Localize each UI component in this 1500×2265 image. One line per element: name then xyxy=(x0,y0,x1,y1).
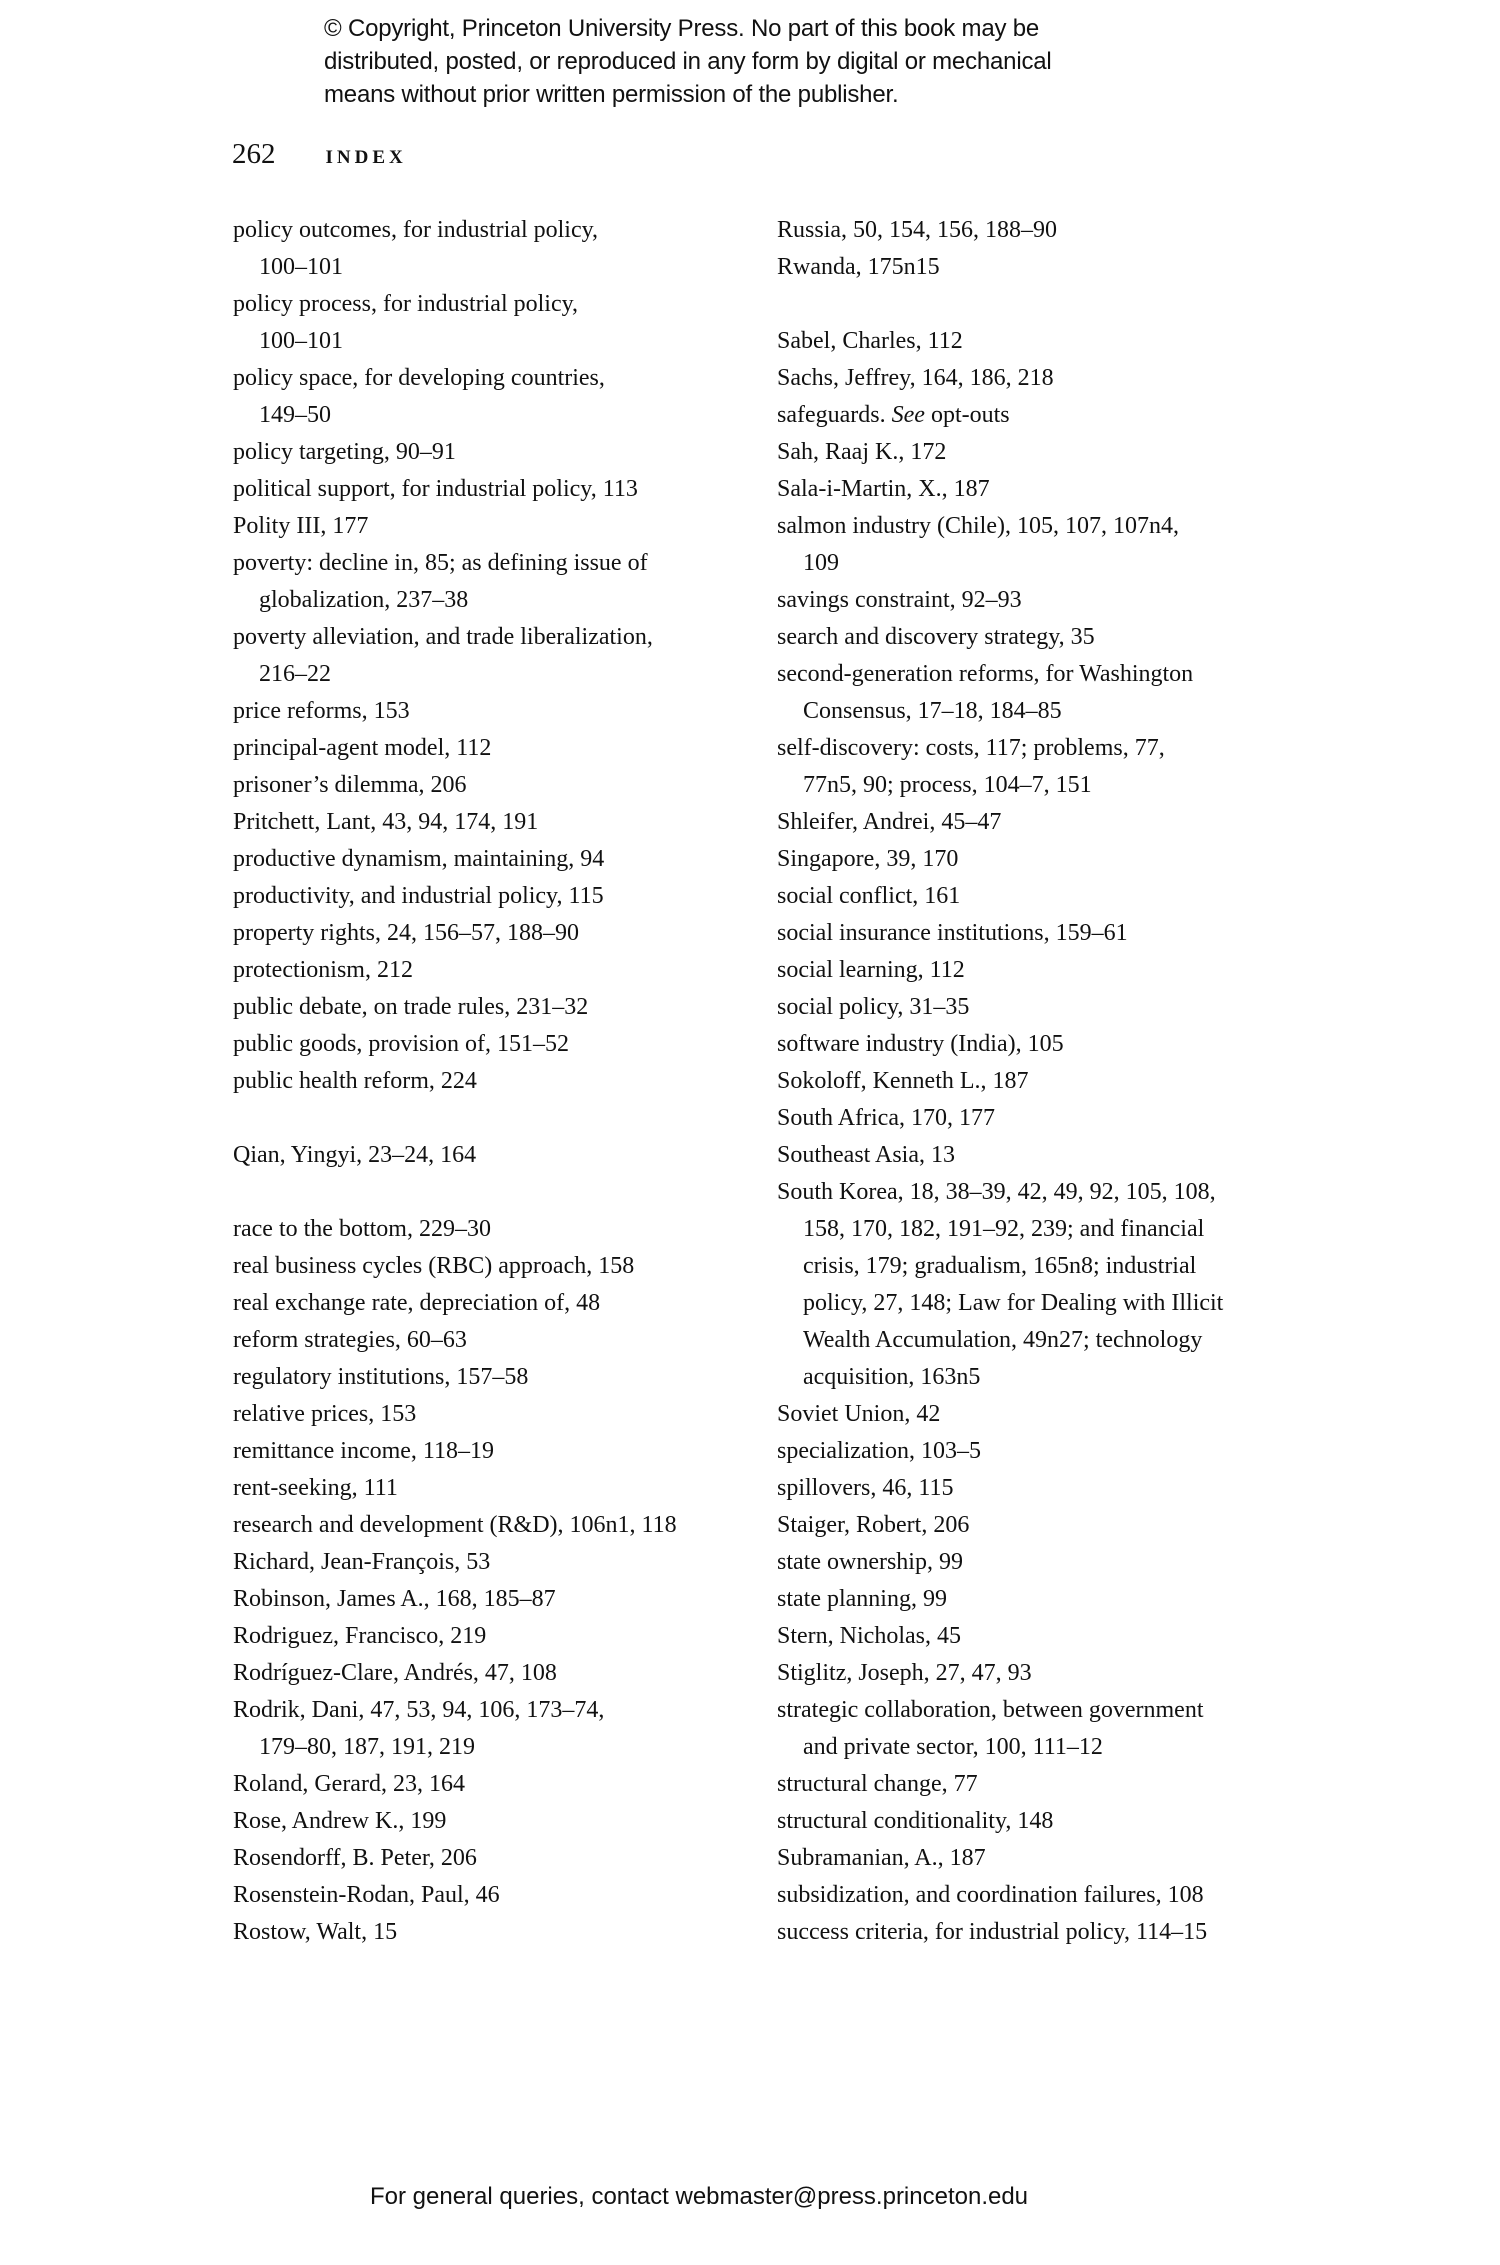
index-entry-heading: second-generation reforms, for Washington xyxy=(777,661,1194,687)
index-entry-heading: Soviet Union, 42 xyxy=(777,1401,941,1427)
index-entry xyxy=(777,1137,1297,1174)
index-entry-heading: Rosenstein-Rodan, Paul, 46 xyxy=(233,1882,500,1908)
index-entry-heading: social learning, 112 xyxy=(777,957,965,983)
index-entry-heading: subsidization, and coordination failures, 108 xyxy=(777,1882,1204,1908)
index-entry-heading: Stern, Nicholas, 45 xyxy=(777,1623,961,1649)
index-entry-continuation: policy, 27, 148; Law for Dealing with Illicit xyxy=(803,1290,1224,1316)
index-entry-heading: policy process, for industrial policy, xyxy=(233,291,579,317)
index-entry-continuation: 179–80, 187, 191, 219 xyxy=(259,1734,475,1760)
index-entry-heading: protectionism, 212 xyxy=(233,957,413,983)
letter-group-gap xyxy=(233,1100,743,1137)
index-entry xyxy=(233,1248,743,1285)
index-entry-heading: software industry (India), 105 xyxy=(777,1031,1064,1057)
index-entry xyxy=(233,989,743,1026)
index-entry-heading: strategic collaboration, between government xyxy=(777,1697,1204,1723)
copyright-line: means without prior written permission of the publisher. xyxy=(324,81,899,108)
index-entry xyxy=(233,878,743,915)
index-entry xyxy=(777,1914,1297,1951)
index-entry xyxy=(777,1396,1297,1433)
index-entry-heading: social policy, 31–35 xyxy=(777,994,970,1020)
index-entry-heading: Rodríguez-Clare, Andrés, 47, 108 xyxy=(233,1660,557,1686)
index-entry xyxy=(777,989,1297,1026)
index-entry-continuation: 216–22 xyxy=(259,661,331,687)
index-entry xyxy=(777,730,1297,804)
index-entry xyxy=(777,1063,1297,1100)
index-entry xyxy=(777,619,1297,656)
index-entry xyxy=(777,249,1297,286)
index-entry xyxy=(777,1174,1297,1396)
index-entry xyxy=(777,915,1297,952)
index-entry-heading: Roland, Gerard, 23, 164 xyxy=(233,1771,465,1797)
index-entry-heading: remittance income, 118–19 xyxy=(233,1438,495,1464)
index-entry xyxy=(777,1100,1297,1137)
index-entry xyxy=(233,804,743,841)
index-entry-heading: Rwanda, 175n15 xyxy=(777,254,940,280)
index-entry-heading: Staiger, Robert, 206 xyxy=(777,1512,970,1538)
index-entry-continuation: 77n5, 90; process, 104–7, 151 xyxy=(803,772,1092,798)
index-entry-heading: salmon industry (Chile), 105, 107, 107n4, xyxy=(777,513,1179,539)
index-entry xyxy=(777,1877,1297,1914)
index-entry xyxy=(233,1581,743,1618)
index-entry xyxy=(233,508,743,545)
index-entry-heading: research and development (R&D), 106n1, 118 xyxy=(233,1512,677,1538)
index-entry xyxy=(233,952,743,989)
index-entry-continuation: 100–101 xyxy=(259,328,343,354)
index-entry xyxy=(777,397,1297,434)
index-entry-heading: policy targeting, 90–91 xyxy=(233,439,456,465)
index-entry-heading: poverty: decline in, 85; as defining issue of xyxy=(233,550,648,576)
index-entry-heading: political support, for industrial policy, 113 xyxy=(233,476,638,502)
index-entry-heading: Polity III, 177 xyxy=(233,513,369,539)
index-entry xyxy=(777,323,1297,360)
index-entry xyxy=(233,212,743,286)
index-entry-heading: spillovers, 46, 115 xyxy=(777,1475,954,1501)
index-entry-continuation: 149–50 xyxy=(259,402,331,428)
entry-text: safeguards. xyxy=(777,402,892,428)
index-entry xyxy=(777,360,1297,397)
index-entry-heading: Southeast Asia, 13 xyxy=(777,1142,955,1168)
index-entry-heading xyxy=(777,397,1297,434)
index-entry-heading: Sala-i-Martin, X., 187 xyxy=(777,476,990,502)
index-entry-heading: Rose, Andrew K., 199 xyxy=(233,1808,447,1834)
index-entry-heading: Singapore, 39, 170 xyxy=(777,846,959,872)
index-entry-heading: real exchange rate, depreciation of, 48 xyxy=(233,1290,601,1316)
index-entry xyxy=(233,1618,743,1655)
index-entry xyxy=(233,1359,743,1396)
index-entry-heading: Shleifer, Andrei, 45–47 xyxy=(777,809,1002,835)
index-entry-heading: real business cycles (RBC) approach, 158 xyxy=(233,1253,635,1279)
index-entry-heading: self-discovery: costs, 117; problems, 77, xyxy=(777,735,1165,761)
index-entry xyxy=(777,952,1297,989)
copyright-line: © Copyright, Princeton University Press. No part of this book may be xyxy=(324,15,1040,42)
index-entry-heading: property rights, 24, 156–57, 188–90 xyxy=(233,920,579,946)
index-entry-heading: poverty alleviation, and trade liberalization, xyxy=(233,624,653,650)
index-entry xyxy=(777,582,1297,619)
index-entry xyxy=(233,1692,743,1766)
index-entry xyxy=(233,471,743,508)
index-entry-continuation: globalization, 237–38 xyxy=(259,587,469,613)
index-entry-heading: prisoner’s dilemma, 206 xyxy=(233,772,467,798)
running-head xyxy=(232,138,407,171)
index-entry-continuation: Consensus, 17–18, 184–85 xyxy=(803,698,1062,724)
index-entry-heading: principal-agent model, 112 xyxy=(233,735,492,761)
index-entry xyxy=(777,804,1297,841)
index-entry xyxy=(777,1766,1297,1803)
index-entry xyxy=(233,1655,743,1692)
index-entry-heading: Richard, Jean-François, 53 xyxy=(233,1549,491,1575)
index-entry-heading: South Korea, 18, 38–39, 42, 49, 92, 105, 108, xyxy=(777,1179,1216,1205)
index-entry xyxy=(777,841,1297,878)
index-entry-heading: search and discovery strategy, 35 xyxy=(777,624,1095,650)
index-entry xyxy=(233,1322,743,1359)
index-entry xyxy=(777,656,1297,730)
index-entry-heading: productivity, and industrial policy, 115 xyxy=(233,883,604,909)
index-entry xyxy=(233,730,743,767)
index-entry xyxy=(233,1766,743,1803)
index-entry-continuation: 109 xyxy=(803,550,839,576)
index-entry-continuation: 100–101 xyxy=(259,254,343,280)
letter-group-gap xyxy=(777,286,1297,323)
index-entry xyxy=(777,878,1297,915)
index-entry xyxy=(777,1655,1297,1692)
index-entry-heading: regulatory institutions, 157–58 xyxy=(233,1364,529,1390)
index-entry xyxy=(777,1618,1297,1655)
index-entry-continuation: and private sector, 100, 111–12 xyxy=(803,1734,1103,1760)
index-entry-heading: Sokoloff, Kenneth L., 187 xyxy=(777,1068,1029,1094)
index-entry xyxy=(777,1840,1297,1877)
index-entry-heading: social conflict, 161 xyxy=(777,883,961,909)
index-entry-heading: public health reform, 224 xyxy=(233,1068,477,1094)
index-entry-heading: Subramanian, A., 187 xyxy=(777,1845,986,1871)
index-entry-heading: price reforms, 153 xyxy=(233,698,410,724)
index-entry xyxy=(777,471,1297,508)
index-entry xyxy=(777,1433,1297,1470)
index-entry xyxy=(777,1581,1297,1618)
index-entry-heading: South Africa, 170, 177 xyxy=(777,1105,995,1131)
index-entry-heading: Robinson, James A., 168, 185–87 xyxy=(233,1586,556,1612)
index-entry xyxy=(233,545,743,619)
index-entry xyxy=(233,693,743,730)
index-column-right xyxy=(777,212,1297,1951)
index-entry-heading: Rosendorff, B. Peter, 206 xyxy=(233,1845,477,1871)
index-entry xyxy=(233,1396,743,1433)
index-entry xyxy=(777,1026,1297,1063)
index-entry xyxy=(233,841,743,878)
index-entry xyxy=(233,1137,743,1174)
index-entry xyxy=(777,1470,1297,1507)
index-entry xyxy=(233,1877,743,1914)
index-entry xyxy=(233,286,743,360)
index-entry-heading: Sah, Raaj K., 172 xyxy=(777,439,947,465)
index-entry-continuation: crisis, 179; gradualism, 165n8; industrial xyxy=(803,1253,1197,1279)
index-column-left xyxy=(233,212,743,1951)
index-entry-heading: Stiglitz, Joseph, 27, 47, 93 xyxy=(777,1660,1032,1686)
index-entry-heading: public debate, on trade rules, 231–32 xyxy=(233,994,589,1020)
index-entry-heading: productive dynamism, maintaining, 94 xyxy=(233,846,605,872)
entry-text: opt-outs xyxy=(924,402,1010,428)
index-entry-heading: Russia, 50, 154, 156, 188–90 xyxy=(777,217,1058,243)
index-entry-heading: success criteria, for industrial policy, 114–15 xyxy=(777,1919,1208,1945)
index-entry xyxy=(777,1507,1297,1544)
running-title: INDEX xyxy=(325,147,407,168)
copyright-notice xyxy=(324,12,1052,111)
index-entry-heading: reform strategies, 60–63 xyxy=(233,1327,467,1353)
index-entry xyxy=(233,1063,743,1100)
index-entry xyxy=(777,508,1297,582)
index-entry-heading: Rostow, Walt, 15 xyxy=(233,1919,398,1945)
index-entry xyxy=(777,1692,1297,1766)
index-entry-heading: structural change, 77 xyxy=(777,1771,978,1797)
index-entry xyxy=(233,1470,743,1507)
index-entry xyxy=(233,915,743,952)
index-entry xyxy=(777,1544,1297,1581)
index-entry-heading: policy outcomes, for industrial policy, xyxy=(233,217,599,243)
index-entry-heading: Pritchett, Lant, 43, 94, 174, 191 xyxy=(233,809,539,835)
index-entry xyxy=(233,360,743,434)
index-entry-heading: relative prices, 153 xyxy=(233,1401,417,1427)
index-entry xyxy=(233,1507,743,1544)
cross-reference-see: See xyxy=(891,402,925,428)
index-entry-continuation: acquisition, 163n5 xyxy=(803,1364,981,1390)
index-entry-heading: Rodrik, Dani, 47, 53, 94, 106, 173–74, xyxy=(233,1697,605,1723)
index-entry-heading: savings constraint, 92–93 xyxy=(777,587,1022,613)
index-entry-continuation: Wealth Accumulation, 49n27; technology xyxy=(803,1327,1203,1353)
index-entry xyxy=(233,1433,743,1470)
index-entry xyxy=(233,1285,743,1322)
index-entry-heading: social insurance institutions, 159–61 xyxy=(777,920,1128,946)
index-entry xyxy=(233,1026,743,1063)
index-entry xyxy=(233,434,743,471)
page-number: 262 xyxy=(232,138,276,170)
letter-group-gap xyxy=(233,1174,743,1211)
index-entry-heading: race to the bottom, 229–30 xyxy=(233,1216,491,1242)
index-entry-heading: Sachs, Jeffrey, 164, 186, 218 xyxy=(777,365,1054,391)
index-entry-heading: specialization, 103–5 xyxy=(777,1438,981,1464)
index-entry xyxy=(777,212,1297,249)
index-entry-continuation: 158, 170, 182, 191–92, 239; and financial xyxy=(803,1216,1205,1242)
index-entry-heading: state planning, 99 xyxy=(777,1586,947,1612)
index-entry xyxy=(233,1803,743,1840)
index-entry-heading: Rodriguez, Francisco, 219 xyxy=(233,1623,487,1649)
index-entry-heading: Sabel, Charles, 112 xyxy=(777,328,963,354)
index-entry-heading: Qian, Yingyi, 23–24, 164 xyxy=(233,1142,477,1168)
index-entry xyxy=(233,767,743,804)
copyright-line: distributed, posted, or reproduced in any form by digital or mechanical xyxy=(324,48,1052,75)
index-entry-heading: state ownership, 99 xyxy=(777,1549,963,1575)
index-entry-heading: policy space, for developing countries, xyxy=(233,365,605,391)
index-entry-heading: rent-seeking, 111 xyxy=(233,1475,398,1501)
footer-contact: For general queries, contact webmaster@press.princeton.edu xyxy=(370,2183,1029,2210)
index-entry-heading: structural conditionality, 148 xyxy=(777,1808,1054,1834)
index-entry xyxy=(233,619,743,693)
index-entry xyxy=(233,1544,743,1581)
index-entry xyxy=(777,1803,1297,1840)
index-entry xyxy=(233,1914,743,1951)
index-entry xyxy=(233,1211,743,1248)
index-entry xyxy=(233,1840,743,1877)
index-entry-heading: public goods, provision of, 151–52 xyxy=(233,1031,569,1057)
index-entry xyxy=(777,434,1297,471)
